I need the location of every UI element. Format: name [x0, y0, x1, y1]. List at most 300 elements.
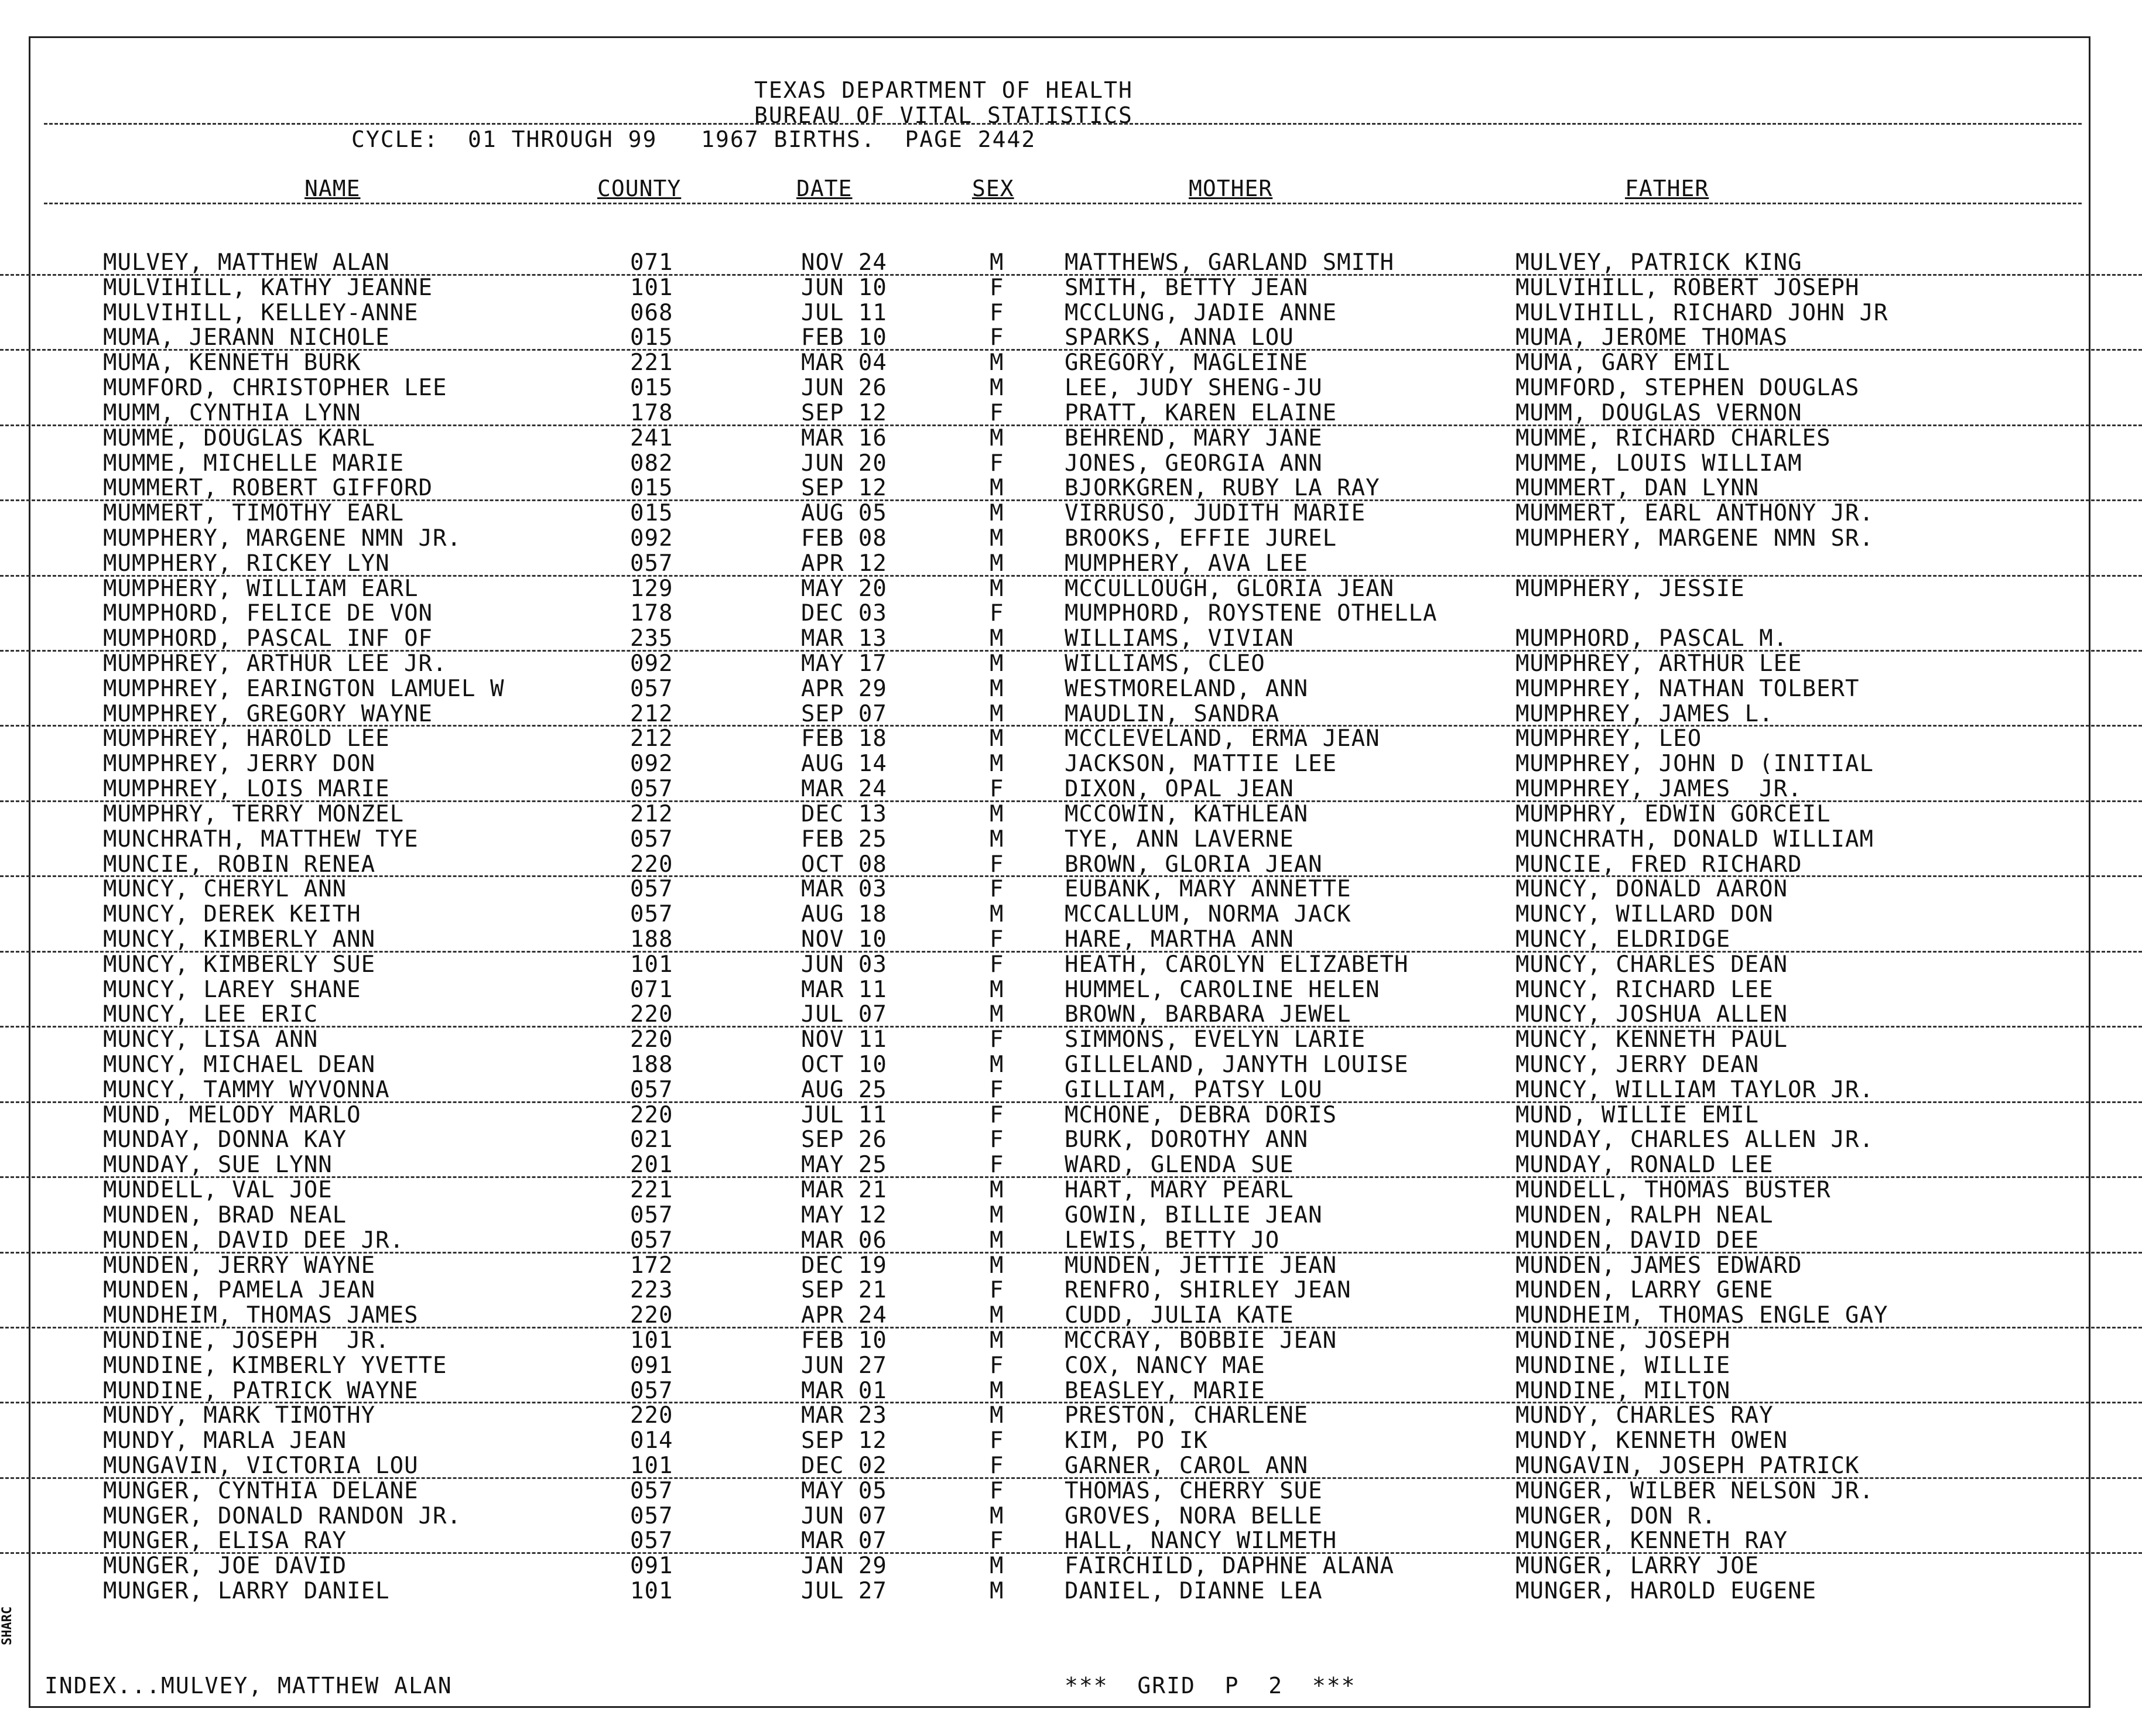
table-row [0, 401, 2142, 426]
table-row [0, 426, 2142, 451]
cell-sex: M [990, 1227, 1004, 1254]
cell-sex: M [990, 1052, 1004, 1078]
cell-father: MUMM, DOUGLAS VERNON [1515, 399, 1802, 426]
cell-county: 092 [630, 525, 673, 552]
table-row [0, 1178, 2142, 1203]
cell-date: JUL 27 [801, 1578, 887, 1605]
cell-name: MUNDAY, DONNA KAY [103, 1126, 347, 1153]
cell-father: MUMPHORD, PASCAL M. [1515, 625, 1788, 652]
cell-sex: M [990, 1502, 1004, 1529]
cell-mother: BJORKGREN, RUBY LA RAY [1065, 475, 1380, 502]
cell-mother: MCCOWIN, KATHLEAN [1065, 800, 1309, 827]
cell-county: 015 [630, 475, 673, 502]
cell-county: 101 [630, 951, 673, 978]
cell-father: MUNCY, ELDRIDGE [1515, 926, 1731, 953]
table-row [0, 476, 2142, 501]
cell-date: MAR 16 [801, 424, 887, 451]
cell-mother: MCCALLUM, NORMA JACK [1065, 901, 1351, 928]
cell-sex: F [990, 1453, 1004, 1479]
cell-name: MUNCY, DEREK KEITH [103, 901, 361, 928]
cell-name: MUNCIE, ROBIN RENEA [103, 851, 376, 878]
cell-county: 241 [630, 424, 673, 451]
cell-date: MAR 24 [801, 776, 887, 803]
cell-date: MAR 06 [801, 1227, 887, 1254]
cell-father: MUNCY, DONALD AARON [1515, 876, 1788, 903]
table-row [0, 351, 2142, 376]
cell-father: MUNGER, WILBER NELSON JR. [1515, 1477, 1874, 1504]
cell-date: JUN 27 [801, 1352, 887, 1379]
cell-date: MAY 25 [801, 1152, 887, 1179]
cell-sex: F [990, 1076, 1004, 1103]
cell-date: JUN 07 [801, 1502, 887, 1529]
cell-father: MUMFORD, STEPHEN DOUGLAS [1515, 375, 1860, 402]
column-header-name: NAME [304, 176, 361, 201]
cell-name: MUNDINE, PATRICK WAYNE [103, 1377, 419, 1404]
cell-name: MUNCY, LEE ERIC [103, 1001, 319, 1028]
cell-date: SEP 26 [801, 1126, 887, 1153]
cell-county: 201 [630, 1152, 673, 1179]
cell-sex: M [990, 625, 1004, 652]
cell-father: MUNDAY, CHARLES ALLEN JR. [1515, 1126, 1874, 1153]
cell-name: MUND, MELODY MARLO [103, 1101, 361, 1128]
cell-date: JUN 20 [801, 450, 887, 477]
table-row [0, 577, 2142, 602]
cell-mother: MCCLUNG, JADIE ANNE [1065, 299, 1337, 326]
table-row [0, 251, 2142, 276]
cell-sex: M [990, 550, 1004, 577]
cell-date: MAY 12 [801, 1201, 887, 1228]
cell-mother: SMITH, BETTY JEAN [1065, 274, 1309, 301]
cell-mother: MUNDEN, JETTIE JEAN [1065, 1252, 1337, 1279]
cell-sex: M [990, 1377, 1004, 1404]
cell-county: 057 [630, 876, 673, 903]
cell-date: AUG 05 [801, 500, 887, 527]
cell-county: 082 [630, 450, 673, 477]
cell-sex: M [990, 675, 1004, 702]
table-row [0, 1228, 2142, 1254]
cell-father: MUNDEN, LARRY GENE [1515, 1277, 1774, 1304]
cell-mother: BEHREND, MARY JANE [1065, 424, 1323, 451]
table-row [0, 652, 2142, 677]
cell-father: MUNCY, WILLIAM TAYLOR JR. [1515, 1076, 1874, 1103]
cell-mother: DIXON, OPAL JEAN [1065, 776, 1294, 803]
cell-date: MAR 11 [801, 976, 887, 1003]
cell-mother: SPARKS, ANNA LOU [1065, 324, 1294, 351]
cell-father: MUND, WILLIE EMIL [1515, 1101, 1760, 1128]
cell-mother: MATTHEWS, GARLAND SMITH [1065, 249, 1395, 276]
cell-county: 172 [630, 1252, 673, 1279]
cell-mother: EUBANK, MARY ANNETTE [1065, 876, 1351, 903]
cell-mother: HUMMEL, CAROLINE HELEN [1065, 976, 1380, 1003]
cell-father: MUMPHRY, EDWIN GORCEIL [1515, 800, 1831, 827]
cell-county: 223 [630, 1277, 673, 1304]
cell-name: MUMPHREY, JERRY DON [103, 751, 376, 778]
table-row [0, 1128, 2142, 1153]
table-row [0, 927, 2142, 953]
cell-mother: BURK, DOROTHY ANN [1065, 1126, 1309, 1153]
cell-mother: GILLELAND, JANYTH LOUISE [1065, 1052, 1409, 1078]
cell-sex: M [990, 1327, 1004, 1354]
cell-sex: F [990, 1152, 1004, 1179]
cell-name: MUNGER, DONALD RANDON JR. [103, 1502, 461, 1529]
table-row [0, 953, 2142, 978]
cell-sex: M [990, 525, 1004, 552]
cell-mother: HEATH, CAROLYN ELIZABETH [1065, 951, 1409, 978]
cell-name: MUMPHERY, RICKEY LYN [103, 550, 390, 577]
cell-date: MAY 20 [801, 575, 887, 602]
cell-father: MUMA, GARY EMIL [1515, 350, 1731, 376]
cell-county: 068 [630, 299, 673, 326]
cell-date: FEB 18 [801, 725, 887, 752]
cell-name: MUNDAY, SUE LYNN [103, 1152, 333, 1179]
cell-sex: F [990, 1427, 1004, 1454]
table-row [0, 827, 2142, 852]
cell-father: MUMPHREY, NATHAN TOLBERT [1515, 675, 1860, 702]
cell-mother: DANIEL, DIANNE LEA [1065, 1578, 1323, 1605]
cell-name: MUMPHERY, MARGENE NMN JR. [103, 525, 461, 552]
cell-name: MUMA, KENNETH BURK [103, 350, 361, 376]
cell-date: JUL 11 [801, 1101, 887, 1128]
cell-father: MUNDEN, JAMES EDWARD [1515, 1252, 1802, 1279]
cell-date: NOV 10 [801, 926, 887, 953]
cell-sex: M [990, 650, 1004, 677]
table-row [0, 852, 2142, 878]
cell-mother: MCCULLOUGH, GLORIA JEAN [1065, 575, 1395, 602]
cell-county: 101 [630, 1327, 673, 1354]
cell-name: MUNGER, ELISA RAY [103, 1528, 347, 1554]
cell-name: MUNCY, CHERYL ANN [103, 876, 347, 903]
cell-name: MUMPHREY, GREGORY WAYNE [103, 700, 433, 727]
cell-mother: PRESTON, CHARLENE [1065, 1402, 1309, 1429]
table-row [0, 802, 2142, 827]
table-row [0, 1028, 2142, 1053]
cell-date: DEC 03 [801, 600, 887, 627]
cell-father: MUNCY, KENNETH PAUL [1515, 1026, 1788, 1053]
cell-name: MUMFORD, CHRISTOPHER LEE [103, 375, 447, 402]
cell-father: MUNCY, JOSHUA ALLEN [1515, 1001, 1788, 1028]
cell-county: 057 [630, 901, 673, 928]
cell-father: MUNCHRATH, DONALD WILLIAM [1515, 826, 1874, 852]
table-row [0, 1278, 2142, 1303]
cell-mother: MCHONE, DEBRA DORIS [1065, 1101, 1337, 1128]
cell-mother: WILLIAMS, VIVIAN [1065, 625, 1294, 652]
table-row [0, 1429, 2142, 1454]
cell-name: MUNDHEIM, THOMAS JAMES [103, 1302, 419, 1329]
cell-county: 092 [630, 751, 673, 778]
cell-county: 188 [630, 1052, 673, 1078]
cell-county: 101 [630, 1453, 673, 1479]
table-row [0, 1078, 2142, 1103]
cell-sex: M [990, 1177, 1004, 1204]
cell-county: 101 [630, 274, 673, 301]
cell-sex: M [990, 1302, 1004, 1329]
cell-father: MUNCIE, FRED RICHARD [1515, 851, 1802, 878]
cell-name: MULVIHILL, KATHY JEANNE [103, 274, 433, 301]
cell-county: 178 [630, 600, 673, 627]
table-row [0, 1103, 2142, 1128]
cell-father: MUMMERT, EARL ANTHONY JR. [1515, 500, 1874, 527]
cell-sex: M [990, 249, 1004, 276]
cell-father: MUNDELL, THOMAS BUSTER [1515, 1177, 1831, 1204]
cell-father: MUNDINE, MILTON [1515, 1377, 1731, 1404]
cell-mother: HARE, MARTHA ANN [1065, 926, 1294, 953]
column-header-sex: SEX [972, 176, 1014, 201]
cell-date: AUG 18 [801, 901, 887, 928]
column-header-county: COUNTY [597, 176, 682, 201]
cell-date: NOV 11 [801, 1026, 887, 1053]
cell-father: MUNGER, DON R. [1515, 1502, 1716, 1529]
cell-date: DEC 02 [801, 1453, 887, 1479]
cell-mother: GROVES, NORA BELLE [1065, 1502, 1323, 1529]
cell-name: MUMPHREY, ARTHUR LEE JR. [103, 650, 447, 677]
cell-county: 101 [630, 1578, 673, 1605]
column-header-father: FATHER [1625, 176, 1709, 201]
cell-date: APR 29 [801, 675, 887, 702]
cell-father: MUNGER, LARRY JOE [1515, 1553, 1760, 1580]
cell-county: 092 [630, 650, 673, 677]
cell-mother: GARNER, CAROL ANN [1065, 1453, 1309, 1479]
cell-name: MUNDY, MARK TIMOTHY [103, 1402, 376, 1429]
table-row [0, 677, 2142, 702]
cell-mother: SIMMONS, EVELYN LARIE [1065, 1026, 1366, 1053]
cell-county: 057 [630, 550, 673, 577]
cell-mother: MCCLEVELAND, ERMA JEAN [1065, 725, 1380, 752]
cell-father: MUMPHERY, JESSIE [1515, 575, 1745, 602]
cell-date: SEP 21 [801, 1277, 887, 1304]
cell-name: MUNGAVIN, VICTORIA LOU [103, 1453, 419, 1479]
cell-name: MUNDINE, JOSEPH JR. [103, 1327, 390, 1354]
cell-date: SEP 12 [801, 1427, 887, 1454]
cell-name: MUNCY, KIMBERLY ANN [103, 926, 376, 953]
cell-county: 057 [630, 1201, 673, 1228]
cell-date: FEB 08 [801, 525, 887, 552]
cell-father: MUMPHREY, LEO [1515, 725, 1702, 752]
cell-mother: JACKSON, MATTIE LEE [1065, 751, 1337, 778]
cell-sex: M [990, 1578, 1004, 1605]
cell-sex: M [990, 1201, 1004, 1228]
cell-date: SEP 12 [801, 475, 887, 502]
cell-father: MUNDINE, WILLIE [1515, 1352, 1731, 1379]
cell-sex: F [990, 1026, 1004, 1053]
footer-index: INDEX...MULVEY, MATTHEW ALAN [45, 1673, 453, 1699]
cell-county: 057 [630, 1377, 673, 1404]
table-row [0, 1053, 2142, 1078]
table-row [0, 1328, 2142, 1354]
cell-name: MUNDINE, KIMBERLY YVETTE [103, 1352, 447, 1379]
cell-name: MUNCHRATH, MATTHEW TYE [103, 826, 419, 852]
table-row [0, 276, 2142, 301]
cell-date: MAY 05 [801, 1477, 887, 1504]
cell-date: JUN 26 [801, 375, 887, 402]
cell-name: MUNDEN, PAMELA JEAN [103, 1277, 376, 1304]
table-row [0, 1254, 2142, 1279]
cell-mother: MCCRAY, BOBBIE JEAN [1065, 1327, 1337, 1354]
cell-father: MUMME, LOUIS WILLIAM [1515, 450, 1802, 477]
cell-mother: HALL, NANCY WILMETH [1065, 1528, 1337, 1554]
cell-father: MUNCY, JERRY DEAN [1515, 1052, 1760, 1078]
cell-father: MUNDAY, RONALD LEE [1515, 1152, 1774, 1179]
cell-sex: F [990, 1352, 1004, 1379]
cell-mother: GILLIAM, PATSY LOU [1065, 1076, 1323, 1103]
cell-county: 057 [630, 776, 673, 803]
cell-father: MUNDEN, RALPH NEAL [1515, 1201, 1774, 1228]
cell-sex: F [990, 1277, 1004, 1304]
table-row [0, 326, 2142, 351]
cell-date: DEC 13 [801, 800, 887, 827]
table-row [0, 978, 2142, 1003]
cell-mother: GOWIN, BILLIE JEAN [1065, 1201, 1323, 1228]
table-row [0, 1529, 2142, 1554]
cell-father: MUNGAVIN, JOSEPH PATRICK [1515, 1453, 1860, 1479]
cell-mother: KIM, PO IK [1065, 1427, 1208, 1454]
cell-name: MUMPHRY, TERRY MONZEL [103, 800, 405, 827]
cell-sex: M [990, 350, 1004, 376]
cell-name: MUNCY, TAMMY WYVONNA [103, 1076, 390, 1103]
table-row [0, 1403, 2142, 1429]
cell-county: 212 [630, 800, 673, 827]
cell-mother: JONES, GEORGIA ANN [1065, 450, 1323, 477]
cell-name: MUNCY, LISA ANN [103, 1026, 319, 1053]
table-row [0, 1354, 2142, 1379]
birth-records-table [0, 251, 2142, 1604]
cell-county: 015 [630, 324, 673, 351]
cell-name: MUMPHREY, LOIS MARIE [103, 776, 390, 803]
cell-sex: F [990, 324, 1004, 351]
cell-mother: BROOKS, EFFIE JUREL [1065, 525, 1337, 552]
cell-name: MUNDY, MARLA JEAN [103, 1427, 347, 1454]
cell-mother: TYE, ANN LAVERNE [1065, 826, 1294, 852]
cell-father: MUNDINE, JOSEPH [1515, 1327, 1731, 1354]
cell-county: 057 [630, 675, 673, 702]
table-row [0, 301, 2142, 326]
cell-date: OCT 10 [801, 1052, 887, 1078]
cell-sex: M [990, 751, 1004, 778]
cell-name: MUMPHREY, EARINGTON LAMUEL W [103, 675, 505, 702]
cell-mother: HART, MARY PEARL [1065, 1177, 1294, 1204]
column-header-mother: MOTHER [1189, 176, 1273, 201]
cell-county: 091 [630, 1553, 673, 1580]
cell-county: 129 [630, 575, 673, 602]
cell-mother: WESTMORELAND, ANN [1065, 675, 1309, 702]
cell-name: MUNCY, MICHAEL DEAN [103, 1052, 376, 1078]
table-row [0, 877, 2142, 902]
cell-date: JUN 10 [801, 274, 887, 301]
cell-name: MUNDEN, DAVID DEE JR. [103, 1227, 405, 1254]
cell-county: 220 [630, 1026, 673, 1053]
cell-sex: M [990, 700, 1004, 727]
cell-mother: PRATT, KAREN ELAINE [1065, 399, 1337, 426]
cell-mother: VIRRUSO, JUDITH MARIE [1065, 500, 1366, 527]
cell-name: MUMMERT, TIMOTHY EARL [103, 500, 405, 527]
table-row [0, 777, 2142, 802]
table-row [0, 451, 2142, 477]
cell-sex: F [990, 776, 1004, 803]
cell-father: MUNGER, HAROLD EUGENE [1515, 1578, 1817, 1605]
cell-date: MAY 17 [801, 650, 887, 677]
cell-father: MUMPHREY, JAMES JR. [1515, 776, 1802, 803]
cell-county: 220 [630, 1302, 673, 1329]
cell-date: OCT 08 [801, 851, 887, 878]
cell-mother: BROWN, GLORIA JEAN [1065, 851, 1323, 878]
cell-father: MUMPHREY, JAMES L. [1515, 700, 1774, 727]
cell-name: MUNGER, CYNTHIA DELANE [103, 1477, 419, 1504]
cell-date: MAR 23 [801, 1402, 887, 1429]
cell-date: JUN 03 [801, 951, 887, 978]
cell-county: 212 [630, 700, 673, 727]
cell-mother: BEASLEY, MARIE [1065, 1377, 1265, 1404]
cell-county: 015 [630, 500, 673, 527]
cell-father: MUNDHEIM, THOMAS ENGLE GAY [1515, 1302, 1888, 1329]
cell-father: MULVEY, PATRICK KING [1515, 249, 1802, 276]
cell-date: MAR 07 [801, 1528, 887, 1554]
table-row [0, 1579, 2142, 1604]
cell-county: 212 [630, 725, 673, 752]
cell-father: MUMME, RICHARD CHARLES [1515, 424, 1831, 451]
cell-date: DEC 19 [801, 1252, 887, 1279]
cell-sex: F [990, 1101, 1004, 1128]
cell-sex: F [990, 399, 1004, 426]
cell-father: MUNCY, CHARLES DEAN [1515, 951, 1788, 978]
cell-sex: F [990, 851, 1004, 878]
cell-sex: M [990, 725, 1004, 752]
cell-county: 057 [630, 1528, 673, 1554]
cell-county: 057 [630, 1227, 673, 1254]
cell-father: MUMMERT, DAN LYNN [1515, 475, 1760, 502]
cell-name: MUMPHERY, WILLIAM EARL [103, 575, 419, 602]
cell-name: MUNGER, JOE DAVID [103, 1553, 347, 1580]
cell-sex: M [990, 901, 1004, 928]
cell-sex: M [990, 500, 1004, 527]
cell-date: FEB 10 [801, 1327, 887, 1354]
cell-date: JUL 07 [801, 1001, 887, 1028]
cell-father: MUNGER, KENNETH RAY [1515, 1528, 1788, 1554]
cell-county: 221 [630, 350, 673, 376]
cell-father: MUMA, JEROME THOMAS [1515, 324, 1788, 351]
cell-county: 057 [630, 826, 673, 852]
cell-date: MAR 03 [801, 876, 887, 903]
cell-sex: M [990, 475, 1004, 502]
table-row [0, 1454, 2142, 1479]
cell-date: FEB 25 [801, 826, 887, 852]
cell-county: 057 [630, 1477, 673, 1504]
cell-county: 057 [630, 1502, 673, 1529]
cell-name: MUNGER, LARRY DANIEL [103, 1578, 390, 1605]
cell-sex: M [990, 1402, 1004, 1429]
cell-date: MAR 13 [801, 625, 887, 652]
cell-mother: LEWIS, BETTY JO [1065, 1227, 1280, 1254]
header-bureau: BUREAU OF VITAL STATISTICS [754, 102, 1133, 128]
cell-mother: RENFRO, SHIRLEY JEAN [1065, 1277, 1351, 1304]
table-row [0, 1153, 2142, 1178]
column-header-divider [44, 203, 2082, 204]
cell-date: FEB 10 [801, 324, 887, 351]
cell-sex: M [990, 424, 1004, 451]
cell-father: MUMPHREY, JOHN D (INITIAL [1515, 751, 1874, 778]
cell-mother: MAUDLIN, SANDRA [1065, 700, 1280, 727]
side-label: SHARC [0, 1606, 15, 1645]
table-row [0, 1554, 2142, 1579]
table-row [0, 902, 2142, 927]
table-row [0, 526, 2142, 552]
cell-county: 178 [630, 399, 673, 426]
cell-mother: BROWN, BARBARA JEWEL [1065, 1001, 1351, 1028]
table-row [0, 1303, 2142, 1328]
cell-county: 057 [630, 1076, 673, 1103]
cell-name: MUMM, CYNTHIA LYNN [103, 399, 361, 426]
cell-name: MUNCY, LAREY SHANE [103, 976, 361, 1003]
cell-date: MAR 04 [801, 350, 887, 376]
cell-sex: M [990, 1001, 1004, 1028]
